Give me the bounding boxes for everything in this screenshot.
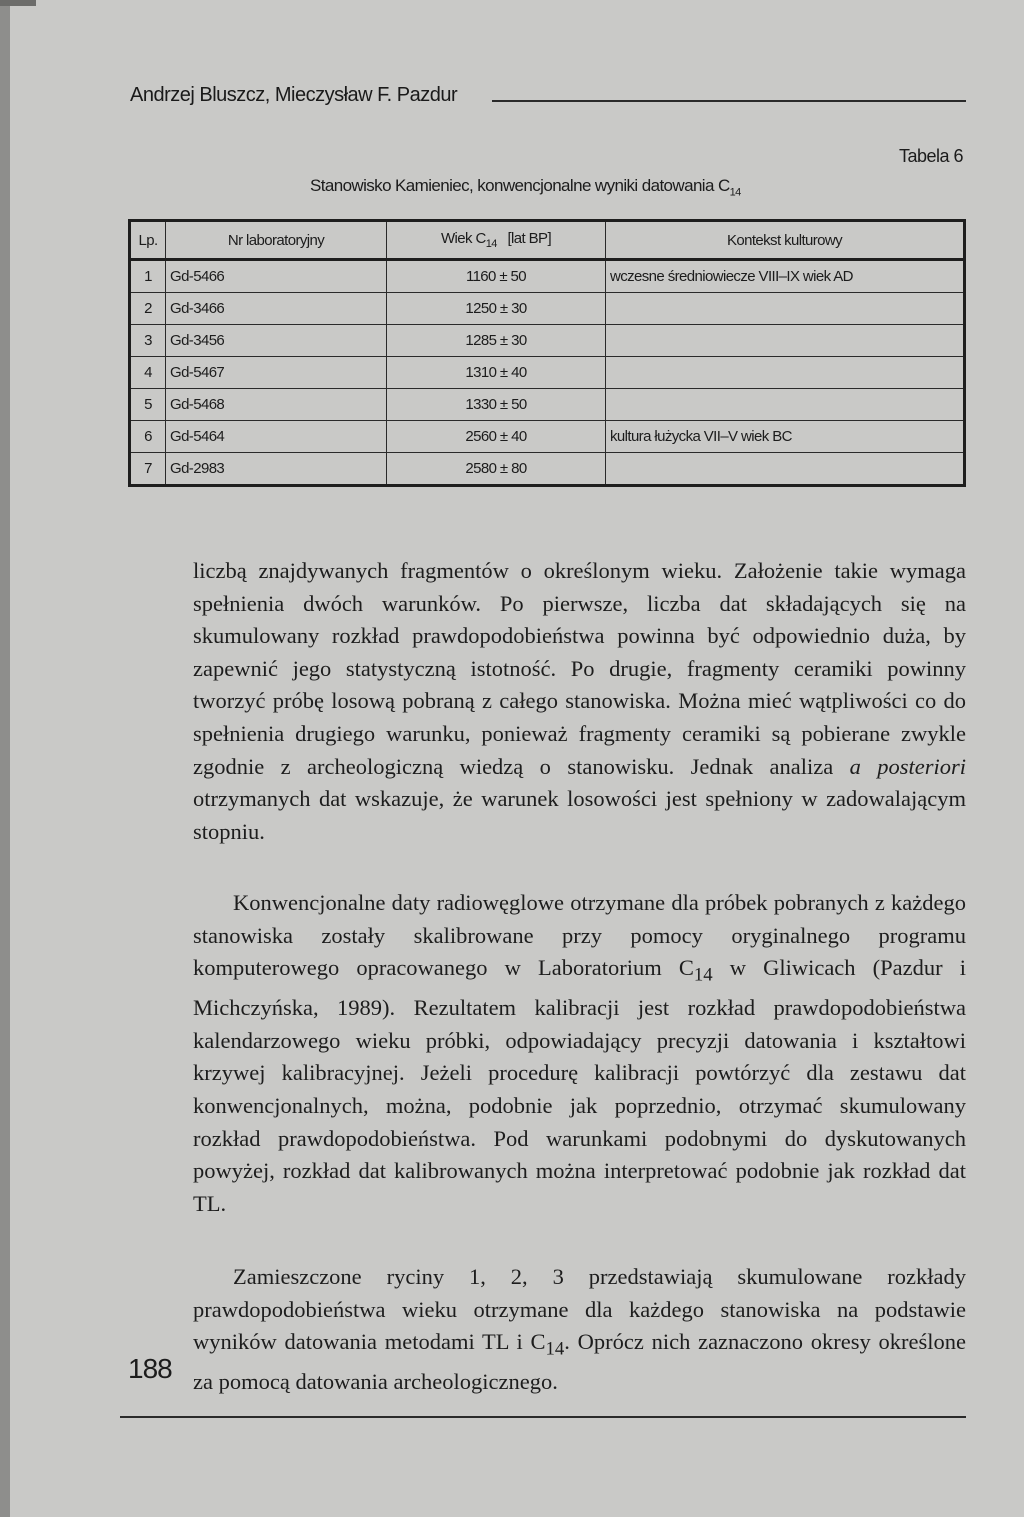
table-row	[130, 421, 965, 453]
table-row	[130, 453, 965, 486]
table-row	[130, 389, 965, 421]
cell-age: 1250 ± 30	[387, 293, 606, 325]
cell-lp: 7	[130, 453, 166, 486]
table-row	[130, 357, 965, 389]
cell-lp: 1	[130, 260, 166, 293]
table-caption	[310, 176, 741, 198]
dating-results-table	[128, 219, 966, 487]
paragraph-sub: 14	[545, 1338, 565, 1360]
body-paragraph-2	[193, 887, 966, 1220]
cell-context	[606, 293, 965, 325]
footer-rule	[120, 1416, 966, 1418]
cell-context	[606, 389, 965, 421]
column-header-age-unit: [lat BP]	[507, 230, 552, 247]
body-paragraph-1	[193, 555, 966, 848]
cell-age: 2580 ± 80	[387, 453, 606, 486]
paragraph-text: liczbą znajdywanych fragmentów o określonym wieku. Założenie takie wymaga spełnienia dwóch warunków. Po pierwsze, liczba dat składających się na skumulowany rozkład prawdopodobieństwa powinna być odpowiednio duża, by zapewnić jego statystyczną istotność. Po drugie, fragmenty ceramiki powinny tworzyć próbę losową pobraną z całego stanowiska. Można mieć wątpliwości co do spełnienia drugiego warunku, ponieważ fragmenty ceramiki są pobierane zwykle zgodnie z archeologiczną wiedzą o stanowisku. Jednak analiza	[193, 558, 966, 779]
cell-context	[606, 453, 965, 486]
paragraph-text: . Oprócz nich zaznaczono okresy określone za pomocą datowania archeologicznego.	[193, 1329, 966, 1395]
table-caption-text: Stanowisko Kamieniec, konwencjonalne wyniki datowania C	[310, 176, 730, 195]
header-rule	[492, 100, 966, 102]
paragraph-text: Konwencjonalne daty radiowęglowe otrzymane dla próbek pobranych z każdego stanowiska zostały skalibrowane przy pomocy oryginalnego programu komputerowego opracowanego w Laboratorium C	[193, 890, 966, 981]
column-header-age-sub: 14	[485, 238, 497, 250]
cell-lab: Gd-5468	[166, 389, 387, 421]
cell-lp: 4	[130, 357, 166, 389]
running-head-authors: Andrzej Bluszcz, Mieczysław F. Pazdur	[130, 84, 458, 106]
paragraph-sub: 14	[693, 964, 713, 986]
cell-lab: Gd-3466	[166, 293, 387, 325]
cell-context: kultura łużycka VII–V wiek BC	[606, 421, 965, 453]
cell-age: 1285 ± 30	[387, 325, 606, 357]
cell-lab: Gd-3456	[166, 325, 387, 357]
cell-lp: 3	[130, 325, 166, 357]
column-header-lab: Nr laboratoryjny	[166, 221, 387, 260]
cell-lp: 2	[130, 293, 166, 325]
cell-lab: Gd-5467	[166, 357, 387, 389]
body-paragraph-3	[193, 1261, 966, 1399]
table-caption-sub: 14	[729, 186, 741, 199]
cell-lab: Gd-5464	[166, 421, 387, 453]
cell-age: 1160 ± 50	[387, 260, 606, 293]
paragraph-text: otrzymanych dat wskazuje, że warunek losowości jest spełniony w zadowalającym stopniu.	[193, 786, 966, 844]
cell-context	[606, 357, 965, 389]
paragraph-text: w Gliwicach (Pazdur i Michczyńska, 1989). Rezultatem kalibracji jest rozkład prawdopodobieństwa kalendarzowego wieku próbki, odpowiadający precyzji datowania i kształtowi krzywej kalibracyjnej. Jeżeli procedurę kalibracji powtórzyć dla zestawu dat konwencjonalnych, można, podobnie jak poprzednio, otrzymać skumulowany rozkład prawdopodobieństwa. Pod warunkami podobnymi do dyskutowanych powyżej, rozkład dat kalibrowanych można interpretować podobnie jak rozkład dat TL.	[193, 955, 966, 1216]
cell-context: wczesne średniowiecze VIII–IX wiek AD	[606, 260, 965, 293]
cell-age: 2560 ± 40	[387, 421, 606, 453]
page-edge	[0, 0, 10, 1517]
table-row	[130, 325, 965, 357]
column-header-lp: Lp.	[130, 221, 166, 260]
table-header-row	[130, 221, 965, 260]
page-edge-top	[0, 0, 36, 6]
cell-context	[606, 325, 965, 357]
column-header-age-label: Wiek C	[440, 230, 486, 247]
paragraph-text: Zamieszczone ryciny 1, 2, 3 przedstawiają skumulowane rozkłady prawdopodobieństwa wieku otrzymane dla każdego stanowiska na podstawie wyników datowania metodami TL i C	[193, 1264, 966, 1355]
cell-lp: 6	[130, 421, 166, 453]
cell-lp: 5	[130, 389, 166, 421]
column-header-age	[387, 221, 606, 260]
table-number: Tabela 6	[899, 146, 964, 166]
paragraph-italic: a posteriori	[849, 753, 967, 779]
cell-age: 1310 ± 40	[387, 357, 606, 389]
page-number: 188	[128, 1353, 172, 1384]
cell-lab: Gd-5466	[166, 260, 387, 293]
cell-lab: Gd-2983	[166, 453, 387, 486]
table-row	[130, 293, 965, 325]
table-row	[130, 260, 965, 293]
cell-age: 1330 ± 50	[387, 389, 606, 421]
column-header-context: Kontekst kulturowy	[606, 221, 965, 260]
